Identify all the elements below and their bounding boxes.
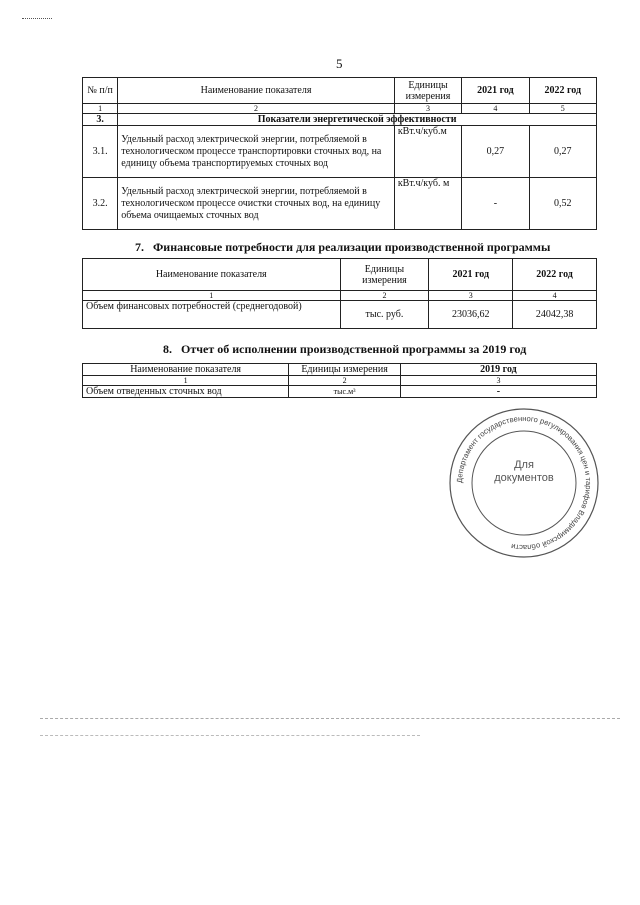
col-number: 3 xyxy=(400,376,596,386)
scan-line xyxy=(40,718,620,719)
header-2019: 2019 год xyxy=(400,364,596,376)
row-2021: 23036,62 xyxy=(429,301,513,329)
report-table xyxy=(82,363,597,398)
scan-line xyxy=(40,735,420,736)
col-number: 4 xyxy=(462,104,529,114)
row-unit: тыс.м³ xyxy=(289,386,401,398)
table-row xyxy=(83,178,597,230)
row-name: Объем финансовых потребностей (среднегодовой) xyxy=(83,301,341,329)
row-2021: - xyxy=(462,178,529,230)
header-num: № п/п xyxy=(83,78,118,104)
table-row xyxy=(83,301,597,329)
scan-mark xyxy=(22,18,52,19)
row-unit: кВт.ч/куб. м xyxy=(394,178,461,230)
header-unit: Единицы измерения xyxy=(394,78,461,104)
col-number: 3 xyxy=(429,291,513,301)
col-number: 1 xyxy=(83,376,289,386)
header-name: Наименование показателя xyxy=(83,259,341,291)
row-2021: 0,27 xyxy=(462,126,529,178)
section8-title: 8. Отчет об исполнении производственной программы за 2019 год xyxy=(163,342,527,356)
row-unit: тыс. руб. xyxy=(340,301,429,329)
section7-title: 7. Финансовые потребности для реализации производственной программы xyxy=(135,240,551,254)
table-row xyxy=(83,386,597,398)
stamp-center-text: Для документов xyxy=(494,459,554,484)
header-unit: Единицы измерения xyxy=(289,364,401,376)
header-name: Наименование показателя xyxy=(83,364,289,376)
row-name: Удельный расход электрической энергии, потребляемой в технологическом процессе очистки сточных вод, на единицу объема очищаемых сточных вод xyxy=(118,178,395,230)
col-number-row xyxy=(83,104,597,114)
col-number: 2 xyxy=(118,104,395,114)
row-2022: 24042,38 xyxy=(513,301,597,329)
row-num: 3.1. xyxy=(83,126,118,178)
col-number: 3 xyxy=(394,104,461,114)
row-num: 3.2. xyxy=(83,178,118,230)
stamp xyxy=(444,403,604,563)
header-2022: 2022 год xyxy=(529,78,596,104)
table-header-row xyxy=(83,259,597,291)
header-2021: 2021 год xyxy=(429,259,513,291)
section-row xyxy=(83,114,597,126)
row-2022: 0,27 xyxy=(529,126,596,178)
header-2022: 2022 год xyxy=(513,259,597,291)
col-number: 4 xyxy=(513,291,597,301)
col-number: 2 xyxy=(289,376,401,386)
section-title: Показатели энергетической эффективности xyxy=(118,114,597,126)
finance-table xyxy=(82,258,597,329)
header-name: Наименование показателя xyxy=(118,78,395,104)
col-number: 1 xyxy=(83,291,341,301)
col-number-row xyxy=(83,376,597,386)
row-name: Удельный расход электрической энергии, потребляемой в технологическом процессе транспортировки сточных вод, на единицу объема транспортируемых сточных вод xyxy=(118,126,395,178)
col-number: 2 xyxy=(340,291,429,301)
page-number: 5 xyxy=(336,56,343,71)
col-number: 5 xyxy=(529,104,596,114)
header-unit: Единицы измерения xyxy=(340,259,429,291)
col-number: 1 xyxy=(83,104,118,114)
section-num: 3. xyxy=(83,114,118,126)
table-header-row xyxy=(83,364,597,376)
stamp-ring-text: Департамент государственного регулирования цен и тарифов Владимирской области xyxy=(454,413,594,553)
row-2022: 0,52 xyxy=(529,178,596,230)
row-name: Объем отведенных сточных вод xyxy=(83,386,289,398)
efficiency-table xyxy=(82,77,597,230)
table-header-row xyxy=(83,78,597,104)
row-unit: кВт.ч/куб.м xyxy=(394,126,461,178)
header-2021: 2021 год xyxy=(462,78,529,104)
row-value: - xyxy=(400,386,596,398)
col-number-row xyxy=(83,291,597,301)
table-row xyxy=(83,126,597,178)
